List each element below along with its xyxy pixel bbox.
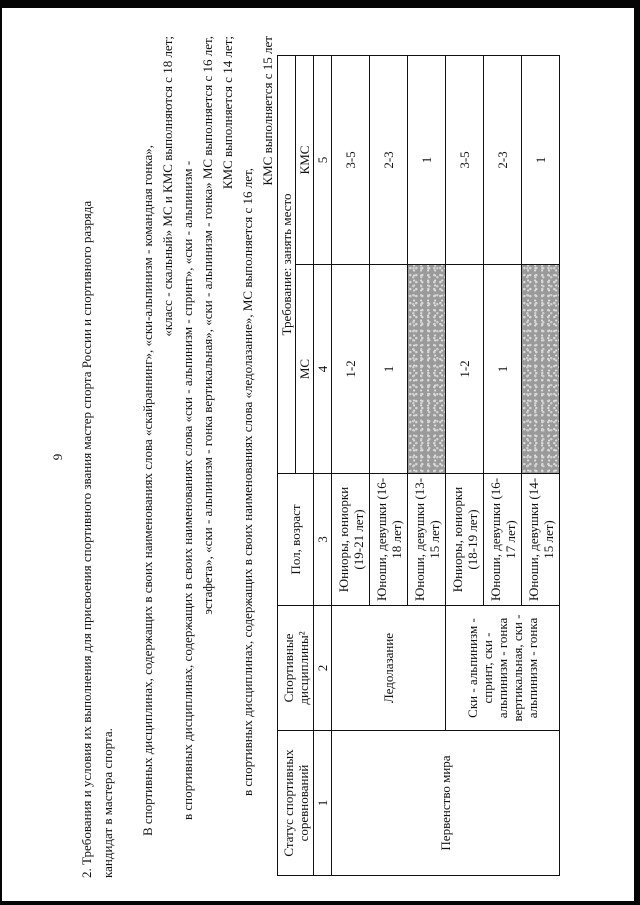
ms-place-shaded (408, 265, 446, 474)
ms-place-shaded (522, 265, 560, 474)
ms-place: 1-2 (332, 265, 370, 474)
intro-line-2: кандидат в мастера спорта. (100, 728, 115, 878)
page-number: 9 (50, 453, 65, 461)
paragraph-line-7: КМС выполняется с 15 лет (260, 36, 275, 186)
ms-place: 1 (370, 265, 408, 474)
competition-status: Первенство мира (332, 731, 560, 876)
paragraph-line-5: КМС выполняется с 14 лет; (220, 36, 235, 190)
kms-place: 2-3 (370, 55, 408, 264)
header-age: Пол, возраст (278, 474, 314, 606)
header-requirement: Требование: занять место (278, 55, 296, 473)
age-group: Юноши, девушки (13-15 лет) (408, 474, 446, 606)
kms-place: 3-5 (446, 55, 484, 264)
header-status: Статус спортивных соревнований (278, 731, 314, 876)
age-group: Юниоры, юниорки (19-21 лет) (332, 474, 370, 606)
ms-place: 1 (484, 265, 522, 474)
ms-place: 1-2 (446, 265, 484, 474)
column-number: 2 (314, 606, 332, 731)
age-group: Юноши, девушки (14-15 лет) (522, 474, 560, 606)
intro-line-1: 2. Требования и условия их выполнения для присвоения спортивного звания мастер спорта России и спортивного разряда (79, 200, 94, 878)
column-number: 5 (314, 55, 332, 264)
paragraph-line-3: в спортивных дисциплинах, содержащих в своих наименованиях слова «ски - альпинизм - спринт», «ски - альпинизм - (180, 160, 195, 820)
paragraph-line-4: эстафета», «ски - альпинизм - гонка вертикальная», «ски - альпинизм - гонка» МС выполняется с 16 лет, (200, 36, 215, 615)
header-kms: КМС (296, 55, 314, 264)
paragraph-line-2: «класс - скальный» МС и КМС выполняются с 18 лет; (160, 36, 175, 337)
rotated-content (22, 28, 610, 886)
kms-place: 3-5 (332, 55, 370, 264)
discipline-ice-climbing: Ледолазание (332, 606, 446, 731)
kms-place: 2-3 (484, 55, 522, 264)
document-page (2, 8, 634, 901)
paragraph-line-1: В спортивных дисциплинах, содержащих в своих наименованиях слова «скайраннинг», «ски-альпинизм - командная гонка», (140, 144, 155, 836)
header-disciplines: Спортивные дисциплины² (278, 606, 314, 731)
column-number: 1 (314, 731, 332, 876)
column-number: 4 (314, 265, 332, 474)
paragraph-line-6: в спортивных дисциплинах, содержащих в своих наименованиях слова «ледолазание», МС выполняется с 16 лет, (240, 168, 255, 796)
discipline-ski-mountaineering: Ски - альпинизм - спринт, ски - альпинизм - гонка вертикальная, ски - альпинизм - гонка (446, 606, 560, 731)
age-group: Юниоры, юниорки (18-19 лет) (446, 474, 484, 606)
column-number: 3 (314, 474, 332, 606)
kms-place: 1 (522, 55, 560, 264)
requirements-table (277, 55, 560, 876)
header-ms: МС (296, 265, 314, 474)
kms-place: 1 (408, 55, 446, 264)
age-group: Юноши, девушки (16-18 лет) (370, 474, 408, 606)
age-group: Юноши, девушки (16-17 лет) (484, 474, 522, 606)
